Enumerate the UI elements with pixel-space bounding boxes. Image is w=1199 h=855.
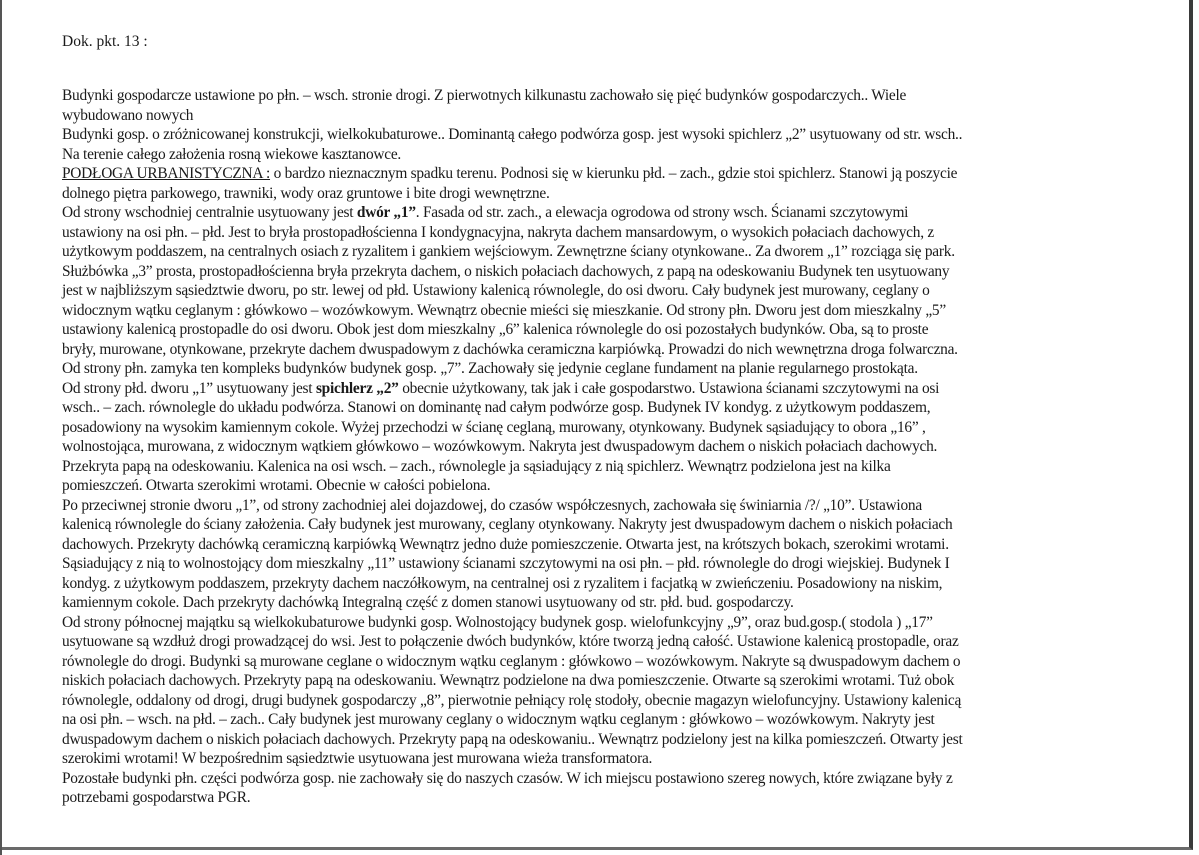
text-segment: użytkowym poddaszem, na centralnych osiach z ryzalitem i gankiem wejściowym. Zewnętrzne ściany otynkowane.. Za dworem „1” rozciąga się park. <box>62 243 955 260</box>
text-line <box>62 769 1192 789</box>
document-body <box>62 86 1192 808</box>
text-segment: Na terenie całego założenia rosną wiekowe kasztanowce. <box>62 145 402 163</box>
text-segment: wolnostojąca, murowana, z widocznym wątkiem główkowo – wozówkowym. Nakryta jest dwuspadowym dachem o niskich połaciach dachowych. <box>62 438 938 455</box>
text-segment: Po przeciwnej stronie dworu „1”, od strony zachodniej alei dojazdowej, do czasów współczesnych, zachowała się świniarnia /?/ „10”. Ustawiona <box>62 496 922 514</box>
text-line <box>62 242 1192 262</box>
text-segment: Od strony północnej majątku są wielkokubaturowe budynki gosp. Wolnostojący budynek gosp. wielofunkcyjny „9”, oraz bud.gosp.( stodola ) „17” <box>62 613 933 631</box>
text-segment: ustawiony na osi płn. – płd. Jest to bryła prostopadłościenna I kondygnacyjna, nakryta dachem mansardowym, o wysokich połaciach dachowych, z <box>62 223 934 241</box>
text-segment: Od strony płd. dworu „1” usytuowany jest <box>62 379 316 397</box>
text-line <box>62 632 1192 652</box>
text-segment: wybudowano nowych <box>62 106 194 124</box>
document-reference: Dok. pkt. 13 : <box>62 33 148 50</box>
text-line <box>62 86 1192 106</box>
text-segment: potrzebami gospodarstwa PGR. <box>62 789 251 806</box>
text-line <box>62 515 1192 535</box>
text-segment: kamiennym cokole. Dach przekryty dachówką Integralną część z domen stanowi usytuowany od str. płd. bud. gospodarczy. <box>62 594 794 611</box>
text-segment: Od strony płn. zamyka ten kompleks budynków budynek gosp. „7”. Zachowały się jedynie ceglane fundament na planie regularnego prostokąta. <box>62 360 918 377</box>
text-segment: na osi płn. – wsch. na płd. – zach.. Cały budynek jest murowany ceglany o widocznym wątku ceglanym : główkowo – wozówkowym. Nakryty jest <box>62 711 935 728</box>
scan-edge <box>0 0 2 855</box>
text-line <box>62 164 1192 184</box>
text-segment: ustawiony kalenicą prostopadle do osi dworu. Obok jest dom mieszkalny „6” kalenica równolegle do osi pozostałych budynków. Oba, są to proste <box>62 321 929 338</box>
text-line <box>62 184 1192 204</box>
text-line <box>62 145 1192 165</box>
text-segment: o bardzo nieznacznym spadku terenu. Podnosi się w kierunku płd. – zach., gdzie stoi spichlerz. Stanowi ją poszycie <box>270 165 958 182</box>
section-heading: PODŁOGA URBANISTYCZNA : <box>62 165 271 182</box>
bold-text: spichlerz „2” <box>315 379 399 397</box>
text-segment: wsch.. – zach. równolegle do układu podwórza. Stanowi on dominantę nad całym podwórze gosp. Budynek IV kondyg. z użytkowym poddaszem, <box>62 399 931 416</box>
text-line <box>62 554 1192 574</box>
text-line <box>62 496 1192 516</box>
text-segment: kalenicą równolegle do ściany założenia. Cały budynek jest murowany, ceglany otynkowany. Nakryty jest dwuspadowym dachem o niskich połaciach <box>62 516 953 533</box>
text-line <box>62 106 1192 126</box>
text-segment: Służbówka „3” prosta, prostopadłościenna bryła przekryta dachem, o niskich połaciach dachowych, z papą na odeskowaniu Budynek ten usytuowany <box>62 262 950 280</box>
text-line <box>62 457 1192 477</box>
text-segment: bryły, murowane, otynkowane, przekryte dachem dwuspadowym z dachówka ceramiczna karpiówką. Prowadzi do nich wewnętrzna droga folwarczna. <box>62 340 958 358</box>
text-line <box>62 437 1192 457</box>
text-segment: dwuspadowym dachem o niskich połaciach dachowych. Przekryty papą na odeskowaniu.. Wewnątrz podzielony jest na kilka pomieszczeń. Otwarty jest <box>62 730 963 748</box>
text-line <box>62 535 1192 555</box>
text-segment: Sąsiadujący z nią to wolnostojący dom mieszkalny „11” ustawiony ścianami szczytowymi na osi płn. – płd. równolegle do drogi wiejskiej. Budynek I <box>62 555 950 572</box>
text-segment: niskich połaciach dachowych. Przekryty papą na odeskowaniu. Wewnątrz podzielone na dwa pomieszczenie. Otwarte są szerokimi wrotami. Tuż obok <box>62 672 955 689</box>
text-segment: równolegle do drogi. Budynki są murowane ceglane o widocznym wątku ceglanym : główkowo – wozówkowym. Nakryte są dwuspadowym dachem o <box>62 652 961 670</box>
text-line <box>62 320 1192 340</box>
text-line <box>62 730 1192 750</box>
text-line <box>62 710 1192 730</box>
text-line <box>62 671 1192 691</box>
text-segment: dachowych. Przekryty dachówką ceramiczną karpiówką Wewnątrz jedno duże pomieszczenie. Otwarta jest, na krótszych bokach, szerokimi wrotami. <box>62 535 949 553</box>
text-line <box>62 262 1192 282</box>
text-segment: równolegle, oddalony od drogi, drugi budynek gospodarczy „8”, pierwotnie pełniący rolę stodoły, obecnie magazyn wielofuncyjny. Ustawiony kalenicą <box>62 691 962 709</box>
text-segment: obecnie użytkowany, tak jak i całe gospodarstwo. Ustawiona ścianami szczytowymi na osi <box>398 379 940 397</box>
text-segment: Budynki gospodarcze ustawione po płn. – wsch. stronie drogi. Z pierwotnych kilkunastu zachowało się pięć budynków gospodarczych.. Wiele <box>62 87 907 104</box>
text-line <box>62 593 1192 613</box>
text-segment: Od strony wschodniej centralnie usytuowany jest <box>62 204 357 221</box>
text-segment: . Fasada od str. zach., a elewacja ogrodowa od strony wsch. Ścianami szczytowymi <box>415 204 909 221</box>
text-line <box>62 398 1192 418</box>
text-line <box>62 223 1192 243</box>
text-segment: dolnego piętra parkowego, trawniki, wody oraz gruntowe i bite drogi wewnętrzne. <box>62 184 550 202</box>
text-line <box>62 340 1192 360</box>
text-line <box>62 281 1192 301</box>
bold-text: dwór „1” <box>356 204 416 221</box>
text-segment: kondyg. z użytkowym poddaszem, przekryty dachem naczółkowym, na centralnej osi z ryzalitem i facjatką w zwieńczeniu. Posadowiony na niskim, <box>62 574 943 592</box>
text-segment: Budynki gosp. o zróżnicowanej konstrukcji, wielkokubaturowe.. Dominantą całego podwórza gosp. jest wysoki spichlerz „2” usytuowany od str. wsch.. <box>62 126 963 143</box>
text-segment: Pozostałe budynki płn. części podwórza gosp. nie zachowały się do naszych czasów. W ich miejscu postawiono szereg nowych, które związane były z <box>62 769 953 787</box>
text-segment: pomieszczeń. Otwarta szerokimi wrotami. Obecnie w całości pobielona. <box>62 477 491 494</box>
text-line <box>62 749 1192 769</box>
text-line <box>62 691 1192 711</box>
text-line <box>62 301 1192 321</box>
text-segment: Przekryta papą na odeskowaniu. Kalenica na osi wsch. – zach., równolegle ja sąsiadujący z nią spichlerz. Wewnątrz podzielona jest na kilka <box>62 457 891 475</box>
text-line <box>62 203 1192 223</box>
text-line <box>62 613 1192 633</box>
text-line <box>62 125 1192 145</box>
text-segment: jest w najbliższym sąsiedztwie dworu, po str. lewej od płd. Ustawiony kalenicą równolegle, do osi dworu. Cały budynek jest murowany, ceglany o <box>62 282 930 299</box>
text-line <box>62 788 1192 808</box>
text-segment: posadowiony na wysokim kamiennym cokole. Wyżej przechodzi w ścianę ceglaną, murowany, otynkowany. Budynek sąsiadujący to obora „16” , <box>62 418 926 436</box>
text-line <box>62 652 1192 672</box>
text-line <box>62 379 1192 399</box>
text-line <box>62 476 1192 496</box>
text-segment: usytuowane są wzdłuż drogi prowadzącej do wsi. Jest to połączenie dwóch budynków, które tworzą jedną całość. Ustawione kalenicą prostopadle, oraz <box>62 633 959 650</box>
text-line <box>62 359 1192 379</box>
text-segment: widocznym wątku ceglanym : główkowo – wozówkowym. Wewnątrz obecnie mieści się mieszkanie. Od strony płn. Dworu jest dom mieszkalny „5” <box>62 301 946 319</box>
text-segment: szerokimi wrotami! W bezpośrednim sąsiedztwie usytuowana jest murowana wieża transformatora. <box>62 750 653 767</box>
text-line <box>62 574 1192 594</box>
text-line <box>62 418 1192 438</box>
